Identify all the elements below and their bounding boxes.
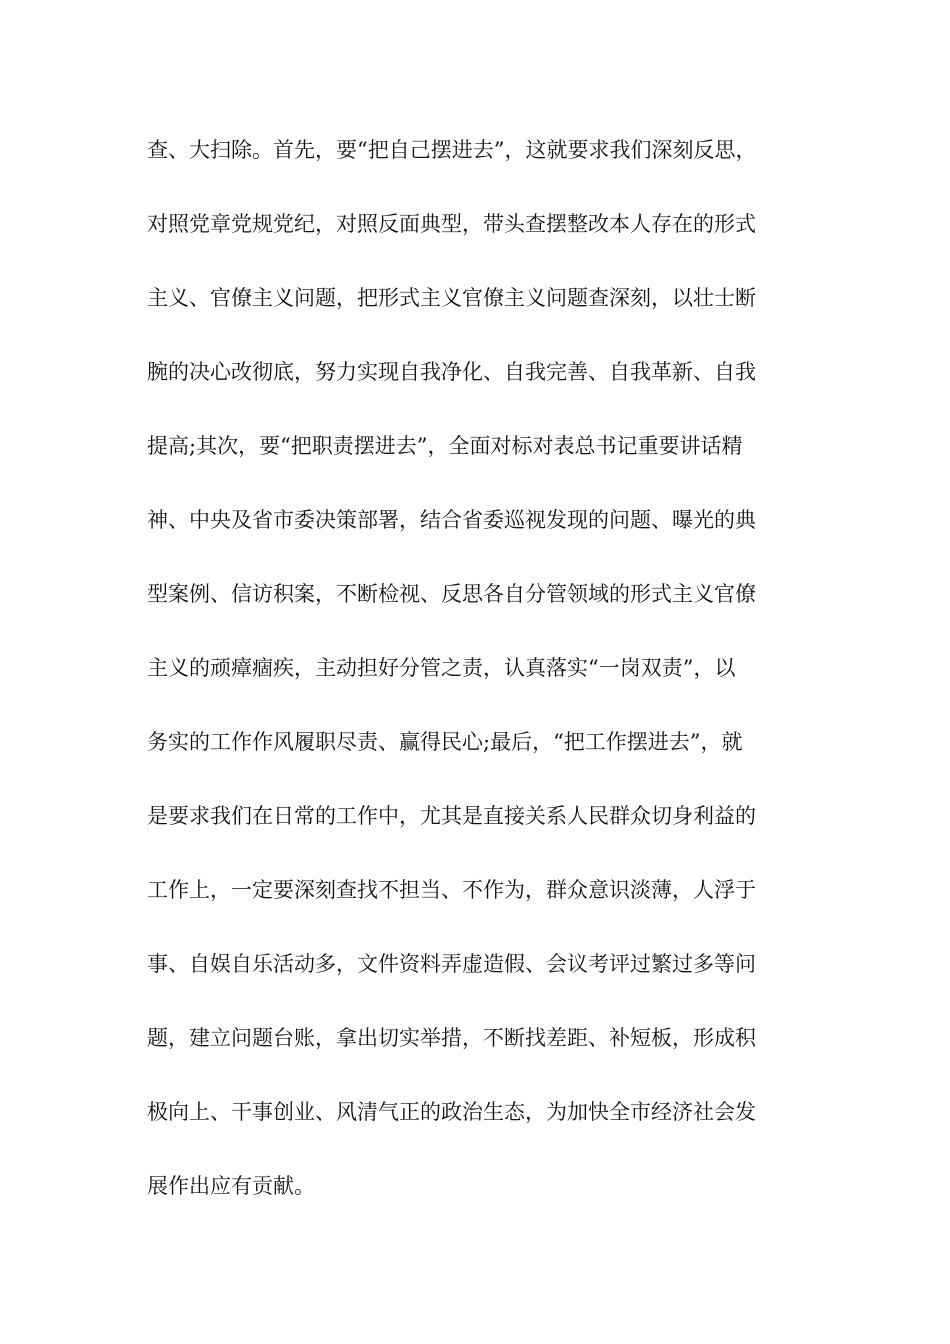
text-line: 主义、官僚主义问题，把形式主义官僚主义问题查深刻，以壮士断 xyxy=(147,286,756,310)
text-line: 查、大扫除。首先，要“把自己摆进去”，这就要求我们深刻反思， xyxy=(147,138,757,162)
text-line: 极向上、干事创业、风清气正的政治生态，为加快全市经济社会发 xyxy=(147,1100,756,1124)
body-paragraph xyxy=(147,130,827,1240)
text-line: 展作出应有贡献。 xyxy=(147,1174,315,1198)
text-line: 主义的顽瘴痼疾，主动担好分管之责，认真落实“一岗双责”，以 xyxy=(147,656,736,680)
text-line: 工作上，一定要深刻查找不担当、不作为，群众意识淡薄，人浮于 xyxy=(147,878,756,902)
text-line: 务实的工作作风履职尽责、赢得民心;最后，“把工作摆进去”，就 xyxy=(147,730,743,754)
text-line: 神、中央及省市委决策部署，结合省委巡视发现的问题、曝光的典 xyxy=(147,508,756,532)
text-line: 是要求我们在日常的工作中，尤其是直接关系人民群众切身利益的 xyxy=(147,804,756,828)
text-line: 题，建立问题台账，拿出切实举措，不断找差距、补短板，形成积 xyxy=(147,1026,756,1050)
text-line: 事、自娱自乐活动多，文件资料弄虚造假、会议考评过繁过多等问 xyxy=(147,952,756,976)
text-line: 提高;其次，要“把职责摆进去”，全面对标对表总书记重要讲话精 xyxy=(147,434,743,458)
text-line: 对照党章党规党纪，对照反面典型，带头查摆整改本人存在的形式 xyxy=(147,212,756,236)
text-line: 腕的决心改彻底，努力实现自我净化、自我完善、自我革新、自我 xyxy=(147,360,756,384)
text-line: 型案例、信访积案，不断检视、反思各自分管领域的形式主义官僚 xyxy=(147,582,756,606)
